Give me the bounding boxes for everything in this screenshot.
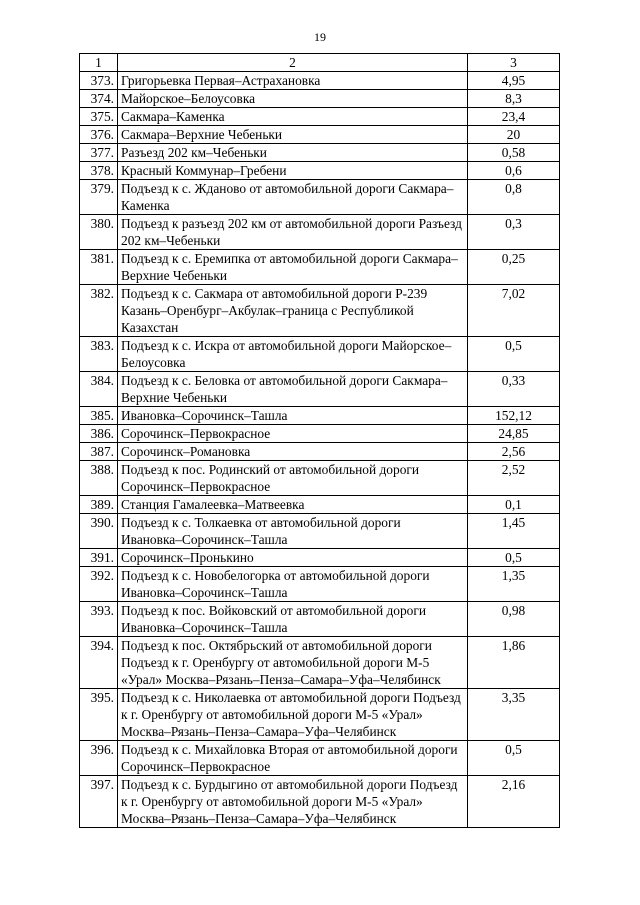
row-number-cell: 397.: [80, 776, 118, 828]
row-number-cell: 381.: [80, 250, 118, 285]
road-name-cell: Подъезд к с. Михайловка Вторая от автомобильной дороги Сорочинск–Первокрасное: [118, 741, 468, 776]
row-number-cell: 375.: [80, 108, 118, 126]
road-length-cell: 20: [468, 126, 560, 144]
road-name-cell: Майорское–Белоусовка: [118, 90, 468, 108]
road-length-cell: 0,3: [468, 215, 560, 250]
road-length-cell: 1,86: [468, 637, 560, 689]
row-number-cell: 376.: [80, 126, 118, 144]
road-length-cell: 0,6: [468, 162, 560, 180]
table-row: [80, 126, 560, 144]
road-name-cell: Подъезд к с. Сакмара от автомобильной дороги Р-239 Казань–Оренбург–Акбулак–граница с Республикой Казахстан: [118, 285, 468, 337]
table-row: [80, 425, 560, 443]
road-length-cell: 0,5: [468, 337, 560, 372]
row-number-cell: 377.: [80, 144, 118, 162]
road-name-cell: Ивановка–Сорочинск–Ташла: [118, 407, 468, 425]
table-row: [80, 443, 560, 461]
road-length-cell: 0,5: [468, 549, 560, 567]
row-number-cell: 393.: [80, 602, 118, 637]
road-name-cell: Григорьевка Первая–Астрахановка: [118, 72, 468, 90]
row-number-cell: 373.: [80, 72, 118, 90]
road-name-cell: Сакмара–Каменка: [118, 108, 468, 126]
table-row: [80, 514, 560, 549]
road-length-cell: 152,12: [468, 407, 560, 425]
row-number-cell: 392.: [80, 567, 118, 602]
road-length-cell: 4,95: [468, 72, 560, 90]
road-length-cell: 0,25: [468, 250, 560, 285]
table-row: [80, 337, 560, 372]
table-row: [80, 461, 560, 496]
road-name-cell: Подъезд к с. Бурдыгино от автомобильной дороги Подъезд к г. Оренбургу от автомобильной дороги М-5 «Урал» Москва–Рязань–Пенза–Самара–Уфа–Челябинск: [118, 776, 468, 828]
road-length-cell: 2,56: [468, 443, 560, 461]
row-number-cell: 394.: [80, 637, 118, 689]
table-row: [80, 689, 560, 741]
table-row: [80, 90, 560, 108]
column-header-name: 2: [118, 54, 468, 72]
roads-table: [79, 53, 560, 828]
road-name-cell: Подъезд к с. Толкаевка от автомобильной дороги Ивановка–Сорочинск–Ташла: [118, 514, 468, 549]
row-number-cell: 388.: [80, 461, 118, 496]
row-number-cell: 379.: [80, 180, 118, 215]
road-length-cell: 23,4: [468, 108, 560, 126]
column-header-number: 1: [80, 54, 118, 72]
road-length-cell: 0,1: [468, 496, 560, 514]
road-name-cell: Подъезд к пос. Родинский от автомобильной дороги Сорочинск–Первокрасное: [118, 461, 468, 496]
road-length-cell: 1,45: [468, 514, 560, 549]
table-row: [80, 496, 560, 514]
road-name-cell: Подъезд к разъезд 202 км от автомобильной дороги Разъезд 202 км–Чебеньки: [118, 215, 468, 250]
table-row: [80, 180, 560, 215]
road-name-cell: Подъезд к с. Жданово от автомобильной дороги Сакмара–Каменка: [118, 180, 468, 215]
road-name-cell: Разъезд 202 км–Чебеньки: [118, 144, 468, 162]
road-length-cell: 2,16: [468, 776, 560, 828]
table-row: [80, 741, 560, 776]
table-row: [80, 407, 560, 425]
row-number-cell: 380.: [80, 215, 118, 250]
road-length-cell: 0,98: [468, 602, 560, 637]
road-name-cell: Подъезд к с. Николаевка от автомобильной дороги Подъезд к г. Оренбургу от автомобильной дороги М-5 «Урал» Москва–Рязань–Пенза–Самара–Уфа–Челябинск: [118, 689, 468, 741]
row-number-cell: 374.: [80, 90, 118, 108]
column-header-length: 3: [468, 54, 560, 72]
row-number-cell: 387.: [80, 443, 118, 461]
table-row: [80, 144, 560, 162]
road-name-cell: Подъезд к с. Искра от автомобильной дороги Майорское–Белоусовка: [118, 337, 468, 372]
row-number-cell: 391.: [80, 549, 118, 567]
road-name-cell: Сорочинск–Первокрасное: [118, 425, 468, 443]
road-length-cell: 1,35: [468, 567, 560, 602]
table-row: [80, 372, 560, 407]
road-length-cell: 0,58: [468, 144, 560, 162]
table-row: [80, 602, 560, 637]
row-number-cell: 390.: [80, 514, 118, 549]
row-number-cell: 385.: [80, 407, 118, 425]
row-number-cell: 389.: [80, 496, 118, 514]
road-length-cell: 0,33: [468, 372, 560, 407]
table-header-row: [80, 54, 560, 72]
row-number-cell: 383.: [80, 337, 118, 372]
road-length-cell: 24,85: [468, 425, 560, 443]
road-name-cell: Подъезд к пос. Октябрьский от автомобильной дороги Подъезд к г. Оренбургу от автомобильной дороги М-5 «Урал» Москва–Рязань–Пенза–Самара–Уфа–Челябинск: [118, 637, 468, 689]
table-row: [80, 637, 560, 689]
table-row: [80, 549, 560, 567]
row-number-cell: 396.: [80, 741, 118, 776]
table-row: [80, 162, 560, 180]
table-row: [80, 215, 560, 250]
row-number-cell: 384.: [80, 372, 118, 407]
road-length-cell: 0,5: [468, 741, 560, 776]
table-row: [80, 72, 560, 90]
road-name-cell: Подъезд к с. Еремипка от автомобильной дороги Сакмара–Верхние Чебеньки: [118, 250, 468, 285]
table-row: [80, 776, 560, 828]
road-length-cell: 3,35: [468, 689, 560, 741]
road-name-cell: Подъезд к пос. Войковский от автомобильной дороги Ивановка–Сорочинск–Ташла: [118, 602, 468, 637]
road-name-cell: Сакмара–Верхние Чебеньки: [118, 126, 468, 144]
table-row: [80, 567, 560, 602]
road-length-cell: 0,8: [468, 180, 560, 215]
road-length-cell: 2,52: [468, 461, 560, 496]
row-number-cell: 386.: [80, 425, 118, 443]
table-body: [80, 72, 560, 828]
row-number-cell: 395.: [80, 689, 118, 741]
page-number: 19: [314, 30, 326, 44]
road-name-cell: Подъезд к с. Беловка от автомобильной дороги Сакмара–Верхние Чебеньки: [118, 372, 468, 407]
road-name-cell: Станция Гамалеевка–Матвеевка: [118, 496, 468, 514]
road-name-cell: Подъезд к с. Новобелогорка от автомобильной дороги Ивановка–Сорочинск–Ташла: [118, 567, 468, 602]
row-number-cell: 382.: [80, 285, 118, 337]
road-length-cell: 7,02: [468, 285, 560, 337]
table-row: [80, 108, 560, 126]
table-row: [80, 285, 560, 337]
road-name-cell: Сорочинск–Пронькино: [118, 549, 468, 567]
road-length-cell: 8,3: [468, 90, 560, 108]
row-number-cell: 378.: [80, 162, 118, 180]
road-name-cell: Красный Коммунар–Гребени: [118, 162, 468, 180]
table-row: [80, 250, 560, 285]
road-name-cell: Сорочинск–Романовка: [118, 443, 468, 461]
